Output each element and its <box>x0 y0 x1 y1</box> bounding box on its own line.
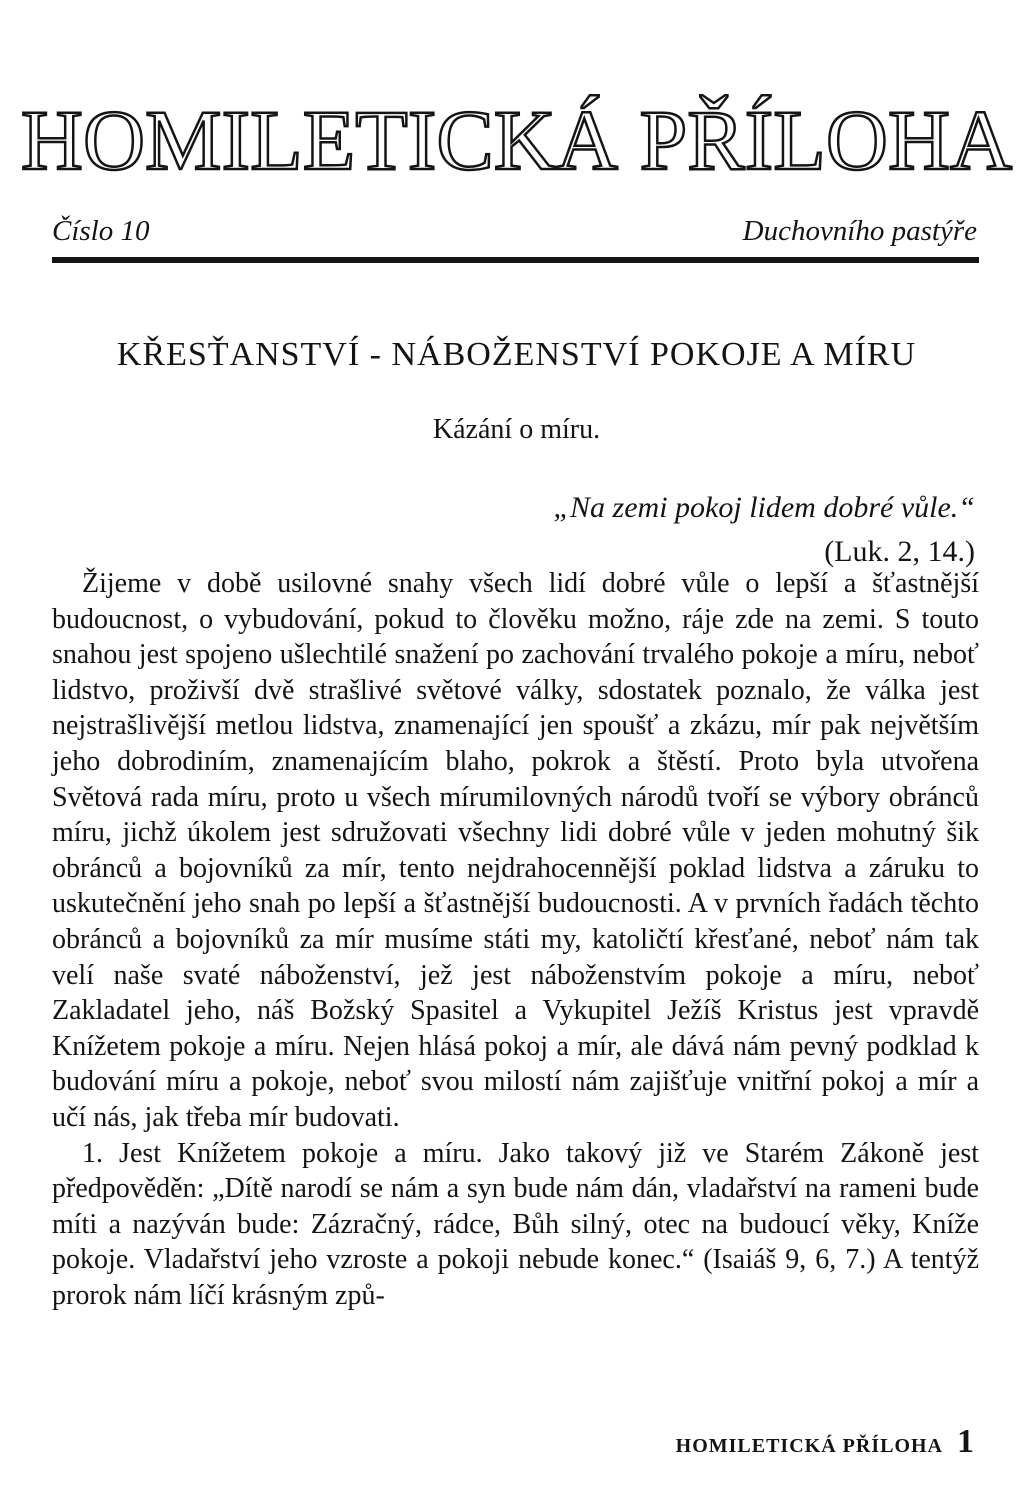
page-footer <box>676 1425 975 1463</box>
article-title: KŘESŤANSTVÍ - NÁBOŽENSTVÍ POKOJE A MÍRU <box>116 336 917 373</box>
motto-reference: (Luk. 2, 14.) <box>824 535 975 568</box>
paragraph: Žijeme v době usilovné snahy všech lidí dobré vůle o lepší a šťastnější budoucnost, o vybudování, pokud to člověku možno, ráje zde na zemi. S touto snahou jest spojeno ušlechtilé snažení po zachování trvalého pokoje a míru, neboť lidstvo, proživší dvě strašlivé světové války, sdostatek poznalo, že válka jest nejstrašlivější metlou lidstva, znamenající jen spoušť a zkázu, mír pak největším jeho dobrodiním, znamenajícím blaho, pokrok a štěstí. Proto byla utvořena Světová rada míru, proto u všech mírumilovných národů tvoří se výbory obránců míru, jichž úkolem jest sdružovati všechny lidi dobré vůle v jeden mohutný šik obránců a bojovníků za mír, tento nejdrahocennější poklad lidstva a záruku to uskutečnění jeho snah po lepší a šťastnější budoucnosti. A v prvních řadách těchto obránců a bojovníků za mír musíme státi my, katoličtí křesťané, neboť nám tak velí naše svaté náboženství, jež jest náboženstvím pokoje a míru, neboť Zakladatel jeho, náš Božský Spasitel a Vykupitel Ježíš Kristus jest vpravdě Knížetem pokoje a míru. Nejen hlásá pokoj a mír, ale dává nám pevný podklad k budování míru a pokoje, neboť svou milostí nám zajišťuje vnitřní pokoj a mír a učí nás, jak třeba mír budovati. <box>52 568 979 1133</box>
paragraph: 1. Jest Knížetem pokoje a míru. Jako takový již ve Starém Zákoně jest předpověděn: „Dítě narodí se nám a syn bude nám dán, vladařství na rameni bude míti a nazýván bude: Zázračný, rádce, Bůh silný, otec na budoucí věky, Kníže pokoje. Vladařství jeho vzroste a pokoji nebude konec.“ (Isaiáš 9, 6, 7.) A tentýž prorok nám líčí krásným způ- <box>52 1137 979 1311</box>
motto-block <box>553 486 975 574</box>
article-body <box>52 566 979 1313</box>
header-rule <box>52 257 979 263</box>
journal-name: Duchovního pastýře <box>742 215 977 247</box>
running-title: HOMILETICKÁ PŘÍLOHA <box>675 1435 943 1457</box>
page-number: 1 <box>957 1423 975 1460</box>
masthead-title: HOMILETICKÁ PŘÍLOHA <box>20 92 1013 188</box>
article-subtitle: Kázání o míru. <box>432 414 601 445</box>
issue-number: Číslo 10 <box>52 215 150 247</box>
motto-quote: „Na zemi pokoj lidem dobré vůle.“ <box>553 491 975 524</box>
